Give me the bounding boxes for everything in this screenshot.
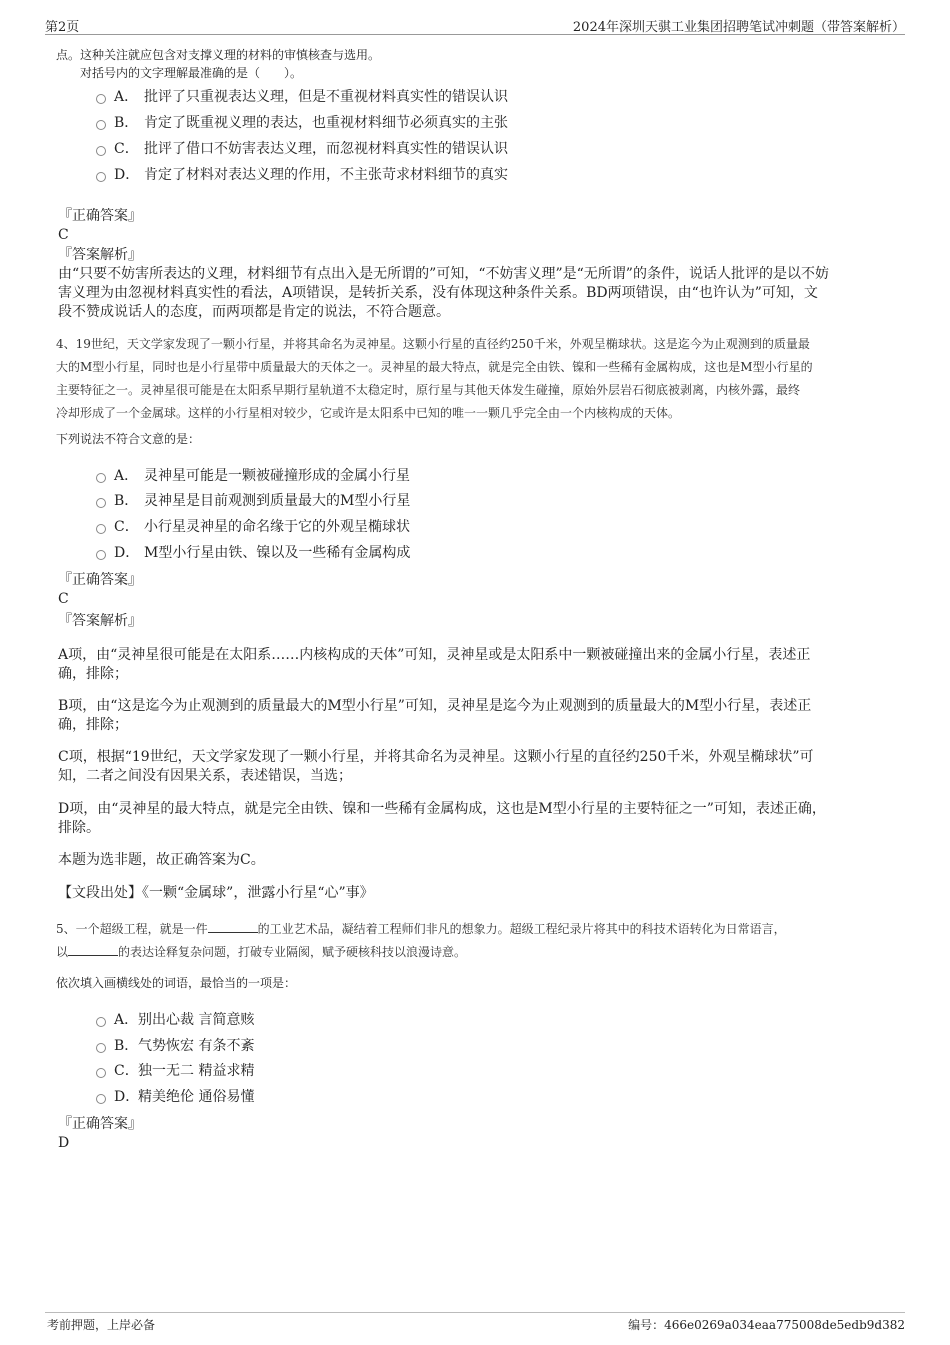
q4-passage: 4、19世纪，天文学家发现了一颗小行星，并将其命名为灵神星。这颗小行星的直径约250千米，外观呈椭球状。这是迄今为止观测到的质量最 大的M型小行星，同时也是小行星带中质量最大的天体之一。灵神星的最大特点，就是完全由铁、镍和一些稀有金属构成，这也是M型小行星的 主要特征之一。灵神星很可能是在太阳系早期行星轨道不太稳定时，原行星与其他天体发生碰撞，原始外层岩石彻底被剥离，内核外露，最终 冷却形成了一个金属球。这样的小行星相对较少，它或许是太阳系中已知的唯一一颗几乎完全由一个内核构成的天体。 — [56, 337, 813, 420]
q4-source: 【文段出处】《一颗“金属球”，泄露小行星“心”事》 — [58, 885, 374, 901]
q3-answer-label: 『正确答案』 — [58, 208, 142, 224]
page-footer — [45, 1312, 905, 1332]
q4-option-b[interactable]: B． 灵神星是目前观测到质量最大的M型小行星 — [96, 491, 410, 511]
q3-intro-tail: 点。这种关注就应包含对支撑义理的材料的审慎核查与选用。 — [56, 48, 381, 62]
q4-answer: C — [58, 591, 69, 607]
radio-icon[interactable] — [96, 524, 106, 534]
q4-conclusion: 本题为选非题，故正确答案为C。 — [58, 852, 265, 868]
page-number: 第2页 — [45, 20, 80, 35]
q5-option-d[interactable]: D．精美绝伦 通俗易懂 — [96, 1087, 254, 1107]
radio-icon[interactable] — [96, 498, 106, 508]
radio-icon[interactable] — [96, 550, 106, 560]
radio-icon[interactable] — [96, 94, 106, 104]
q4-option-c[interactable]: C． 小行星灵神星的命名缘于它的外观呈椭球状 — [96, 517, 410, 537]
q3-stem: 对括号内的文字理解最准确的是（ ）。 — [80, 66, 303, 80]
fill-blank-2 — [68, 943, 118, 956]
radio-icon[interactable] — [96, 172, 106, 182]
document-id: 编号：466e0269a034eaa775008de5edb9d382 — [628, 1318, 905, 1332]
q5-stem: 依次填入画横线处的词语，最恰当的一项是： — [56, 976, 297, 990]
document-title: 2024年深圳天骐工业集团招聘笔试冲刺题（带答案解析） — [572, 20, 905, 35]
q5-option-b[interactable]: B．气势恢宏 有条不紊 — [96, 1036, 254, 1056]
radio-icon[interactable] — [96, 1017, 106, 1027]
q3-analysis-label: 『答案解析』 — [58, 247, 142, 263]
q5-option-a[interactable]: A．别出心裁 言简意赅 — [96, 1010, 254, 1030]
q3-option-d[interactable]: D． 肯定了材料对表达义理的作用，不主张苛求材料细节的真实 — [96, 165, 508, 185]
q4-analysis-a: A项，由“灵神星很可能是在太阳系……内核构成的天体”可知，灵神星或是太阳系中一颗被碰撞出来的金属小行星，表述正 确，排除； — [58, 647, 811, 682]
q4-answer-label: 『正确答案』 — [58, 572, 142, 588]
radio-icon[interactable] — [96, 120, 106, 130]
q4-analysis-c: C项，根据“19世纪，天文学家发现了一颗小行星，并将其命名为灵神星。这颗小行星的直径约250千米，外观呈椭球状”可 知，二者之间没有因果关系，表述错误，当选； — [58, 749, 814, 784]
q3-option-a[interactable]: A． 批评了只重视表达义理，但是不重视材料真实性的错误认识 — [96, 87, 508, 107]
q4-option-d[interactable]: D． M型小行星由铁、镍以及一些稀有金属构成 — [96, 543, 410, 563]
q4-analysis-label: 『答案解析』 — [58, 613, 142, 629]
q3-analysis: 由“只要不妨害所表达的义理，材料细节有点出入是无所谓的”可知，“不妨害义理”是“无所谓”的条件，说话人批评的是以不妨 害义理为由忽视材料真实性的看法，A项错误，是转折关系，没有体现这种条件关系。BD两项错误，由“也许认为”可知，文 段不赞成说话人的态度，而两项都是肯定的说法，不符合题意。 — [58, 266, 829, 320]
q5-option-c[interactable]: C．独一无二 精益求精 — [96, 1061, 254, 1081]
q5-answer: D — [58, 1135, 70, 1151]
page-header — [45, 14, 905, 35]
radio-icon[interactable] — [96, 146, 106, 156]
q5-passage: 5、一个超级工程，就是一件 的工业艺术品，凝结着工程师们非凡的想象力。超级工程纪录片将其中的科技术语转化为日常语言， 以 的表达诠释复杂问题，打破专业隔阂，赋予硬核科技以浪漫诗意。 — [56, 922, 786, 959]
q4-analysis-b: B项，由“这是迄今为止观测到的质量最大的M型小行星”可知，灵神星是迄今为止观测到的质量最大的M型小行星，表述正 确，排除； — [58, 698, 812, 733]
q3-answer: C — [58, 227, 69, 243]
q5-answer-label: 『正确答案』 — [58, 1116, 142, 1132]
q4-analysis-d: D项，由“灵神星的最大特点，就是完全由铁、镍和一些稀有金属构成，这也是M型小行星的主要特征之一”可知，表述正确， 排除。 — [58, 801, 826, 836]
radio-icon[interactable] — [96, 473, 106, 483]
radio-icon[interactable] — [96, 1094, 106, 1104]
q3-option-c[interactable]: C． 批评了借口不妨害表达义理，而忽视材料真实性的错误认识 — [96, 139, 508, 159]
q4-option-a[interactable]: A． 灵神星可能是一颗被碰撞形成的金属小行星 — [96, 466, 410, 486]
fill-blank-1 — [208, 920, 258, 933]
q4-stem: 下列说法不符合文意的是： — [56, 432, 201, 446]
radio-icon[interactable] — [96, 1068, 106, 1078]
radio-icon[interactable] — [96, 1043, 106, 1053]
footer-slogan: 考前押题，上岸必备 — [47, 1318, 156, 1332]
q3-option-b[interactable]: B． 肯定了既重视义理的表达，也重视材料细节必须真实的主张 — [96, 113, 508, 133]
